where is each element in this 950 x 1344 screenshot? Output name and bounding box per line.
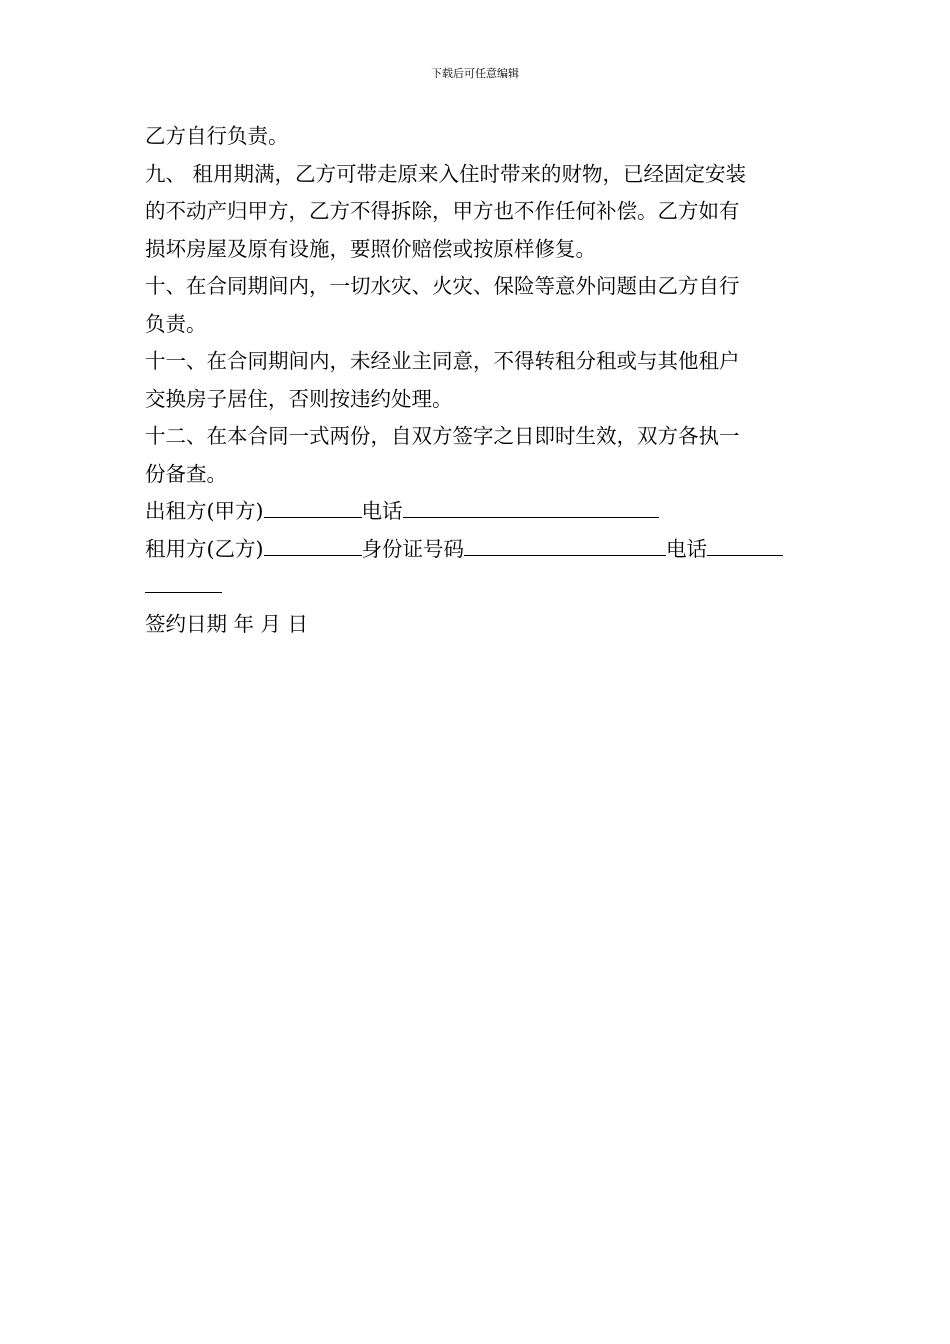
- lessor-phone-blank[interactable]: [403, 493, 659, 518]
- id-number-label: 身份证号码: [361, 536, 464, 561]
- paragraph-line: 负责。: [145, 311, 207, 336]
- paragraph-line: 十、在合同期间内，一切水灾、火灾、保险等意外问题由乙方自行: [145, 274, 740, 298]
- page-header-note: 下载后可任意编辑: [431, 67, 519, 80]
- lessee-phone-continuation: [145, 568, 805, 606]
- lessor-label: 出租方(甲方): [145, 499, 264, 523]
- lessee-phone-blank-continued[interactable]: [145, 568, 222, 593]
- lessee-signature-line: [145, 531, 805, 569]
- paragraph-line: 份备查。: [145, 461, 227, 486]
- paragraph-line: 的不动产归甲方，乙方不得拆除，甲方也不作任何补偿。乙方如有: [145, 199, 740, 223]
- paragraph-line: 十一、在合同期间内，未经业主同意，不得转租分租或与其他租户: [145, 349, 740, 373]
- lessee-phone-blank[interactable]: [707, 531, 783, 556]
- paragraph-line: 九、 租用期满，乙方可带走原来入住时带来的财物，已经固定安装: [145, 161, 747, 186]
- paragraph-line: 十二、在本合同一式两份，自双方签字之日即时生效，双方各执一: [145, 424, 740, 448]
- paragraph-line: 损坏房屋及原有设施，要照价赔偿或按原样修复。: [145, 236, 596, 261]
- lessee-signature-blank[interactable]: [264, 531, 362, 556]
- lessee-phone-label: 电话: [666, 536, 707, 561]
- lessor-signature-blank[interactable]: [264, 493, 362, 518]
- lessor-signature-line: [145, 493, 805, 531]
- paragraph-line: 乙方自行负责。: [145, 124, 289, 148]
- signing-date-line: 签约日期 年 月 日: [145, 611, 309, 636]
- paragraph-line: 交换房子居住，否则按违约处理。: [145, 386, 453, 411]
- lessee-label: 租用方(乙方): [145, 536, 264, 561]
- contract-body: [145, 118, 805, 643]
- lessor-phone-label: 电话: [361, 499, 403, 523]
- id-number-blank[interactable]: [464, 531, 666, 556]
